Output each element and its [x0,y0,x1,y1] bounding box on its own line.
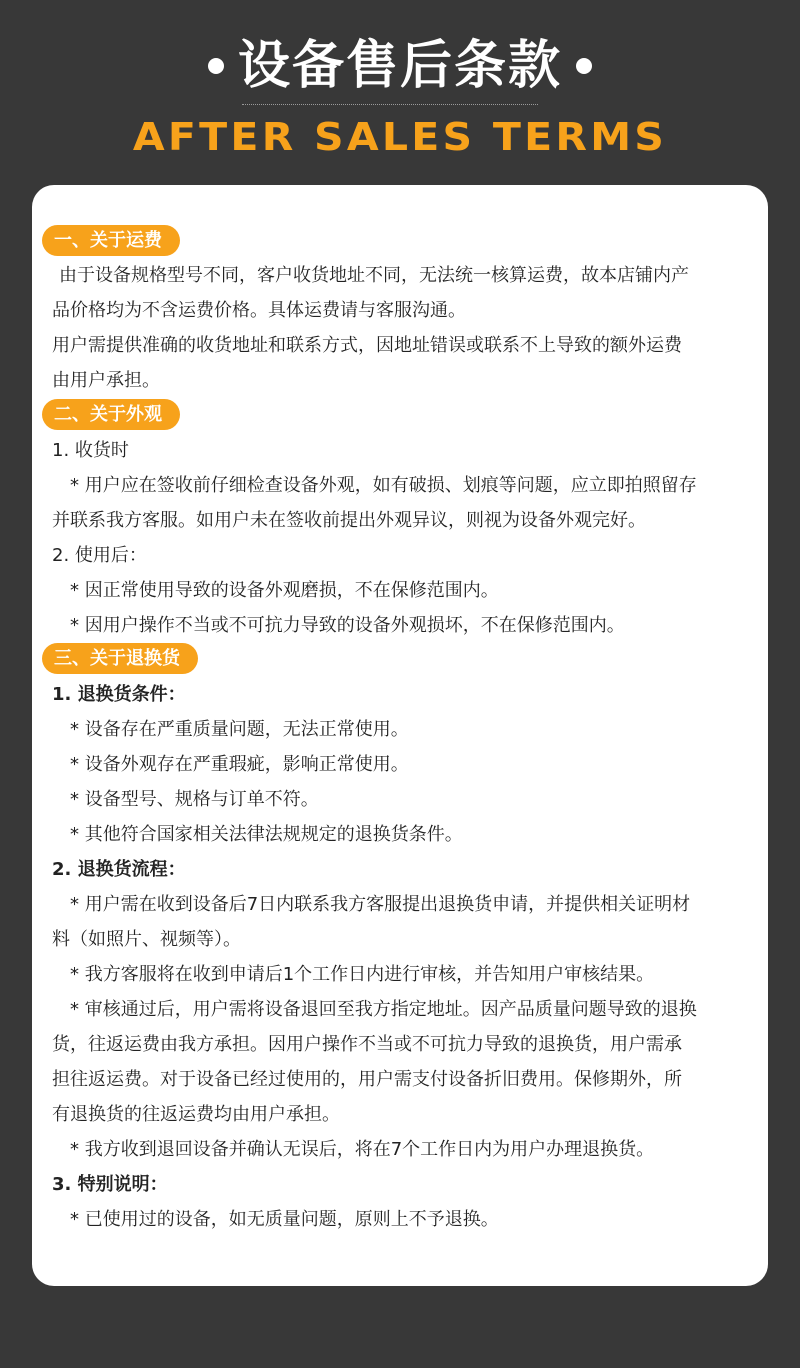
section-tag-shipping: 一、关于运费 [42,225,180,256]
text-line: 1. 收货时 [52,440,129,461]
bullet-dot-icon [576,58,592,74]
text-line: * 因用户操作不当或不可抗力导致的设备外观损坏，不在保修范围内。 [70,615,625,636]
title-divider [242,104,538,105]
text-line: 品价格均为不含运费价格。具体运费请与客服沟通。 [52,300,466,321]
text-line: 有退换货的往返运费均由用户承担。 [52,1104,340,1125]
text-line: * 我方客服将在收到申请后1个工作日内进行审核，并告知用户审核结果。 [70,964,655,985]
text-line: * 用户应在签收前仔细检查设备外观，如有破损、划痕等问题，应立即拍照留存 [70,475,697,496]
terms-card [32,185,768,1286]
text-line: * 因正常使用导致的设备外观磨损，不在保修范围内。 [70,580,499,601]
page-title: 设备售后条款 [237,36,562,96]
text-line: 并联系我方客服。如用户未在签收前提出外观异议，则视为设备外观完好。 [52,510,646,531]
text-line: 由于设备规格型号不同，客户收货地址不同，无法统一核算运费，故本店铺内产 [59,265,689,286]
text-line: 1. 退换货条件： [52,684,186,705]
section-tag-returns: 三、关于退换货 [42,643,198,674]
text-line: * 用户需在收到设备后7日内联系我方客服提出退换货申请，并提供相关证明材 [70,894,691,915]
text-line: 用户需提供准确的收货地址和联系方式，因地址错误或联系不上导致的额外运费 [52,335,682,356]
text-line: * 审核通过后，用户需将设备退回至我方指定地址。因产品质量问题导致的退换 [70,999,697,1020]
text-line: 担往返运费。对于设备已经过使用的，用户需支付设备折旧费用。保修期外，所 [52,1069,682,1090]
page-subtitle: AFTER SALES TERMS [132,115,668,159]
section-tag-appearance: 二、关于外观 [42,399,180,430]
text-line: 3. 特别说明： [52,1174,168,1195]
text-line: * 设备存在严重质量问题，无法正常使用。 [70,719,409,740]
text-line: 货，往返运费由我方承担。因用户操作不当或不可抗力导致的退换货，用户需承 [52,1034,682,1055]
text-line: 料（如照片、视频等）。 [52,929,241,950]
text-line: * 设备外观存在严重瑕疵，影响正常使用。 [70,754,409,775]
text-line: 2. 退换货流程： [52,859,186,880]
text-line: 2. 使用后： [52,545,147,566]
text-line: * 设备型号、规格与订单不符。 [70,789,319,810]
header [0,0,800,185]
text-line: * 已使用过的设备，如无质量问题，原则上不予退换。 [70,1209,499,1230]
text-line: * 我方收到退回设备并确认无误后，将在7个工作日内为用户办理退换货。 [70,1139,655,1160]
bullet-dot-icon [208,58,224,74]
text-line: 由用户承担。 [52,370,160,391]
text-line: * 其他符合国家相关法律法规规定的退换货条件。 [70,824,463,845]
title-row [0,34,800,98]
